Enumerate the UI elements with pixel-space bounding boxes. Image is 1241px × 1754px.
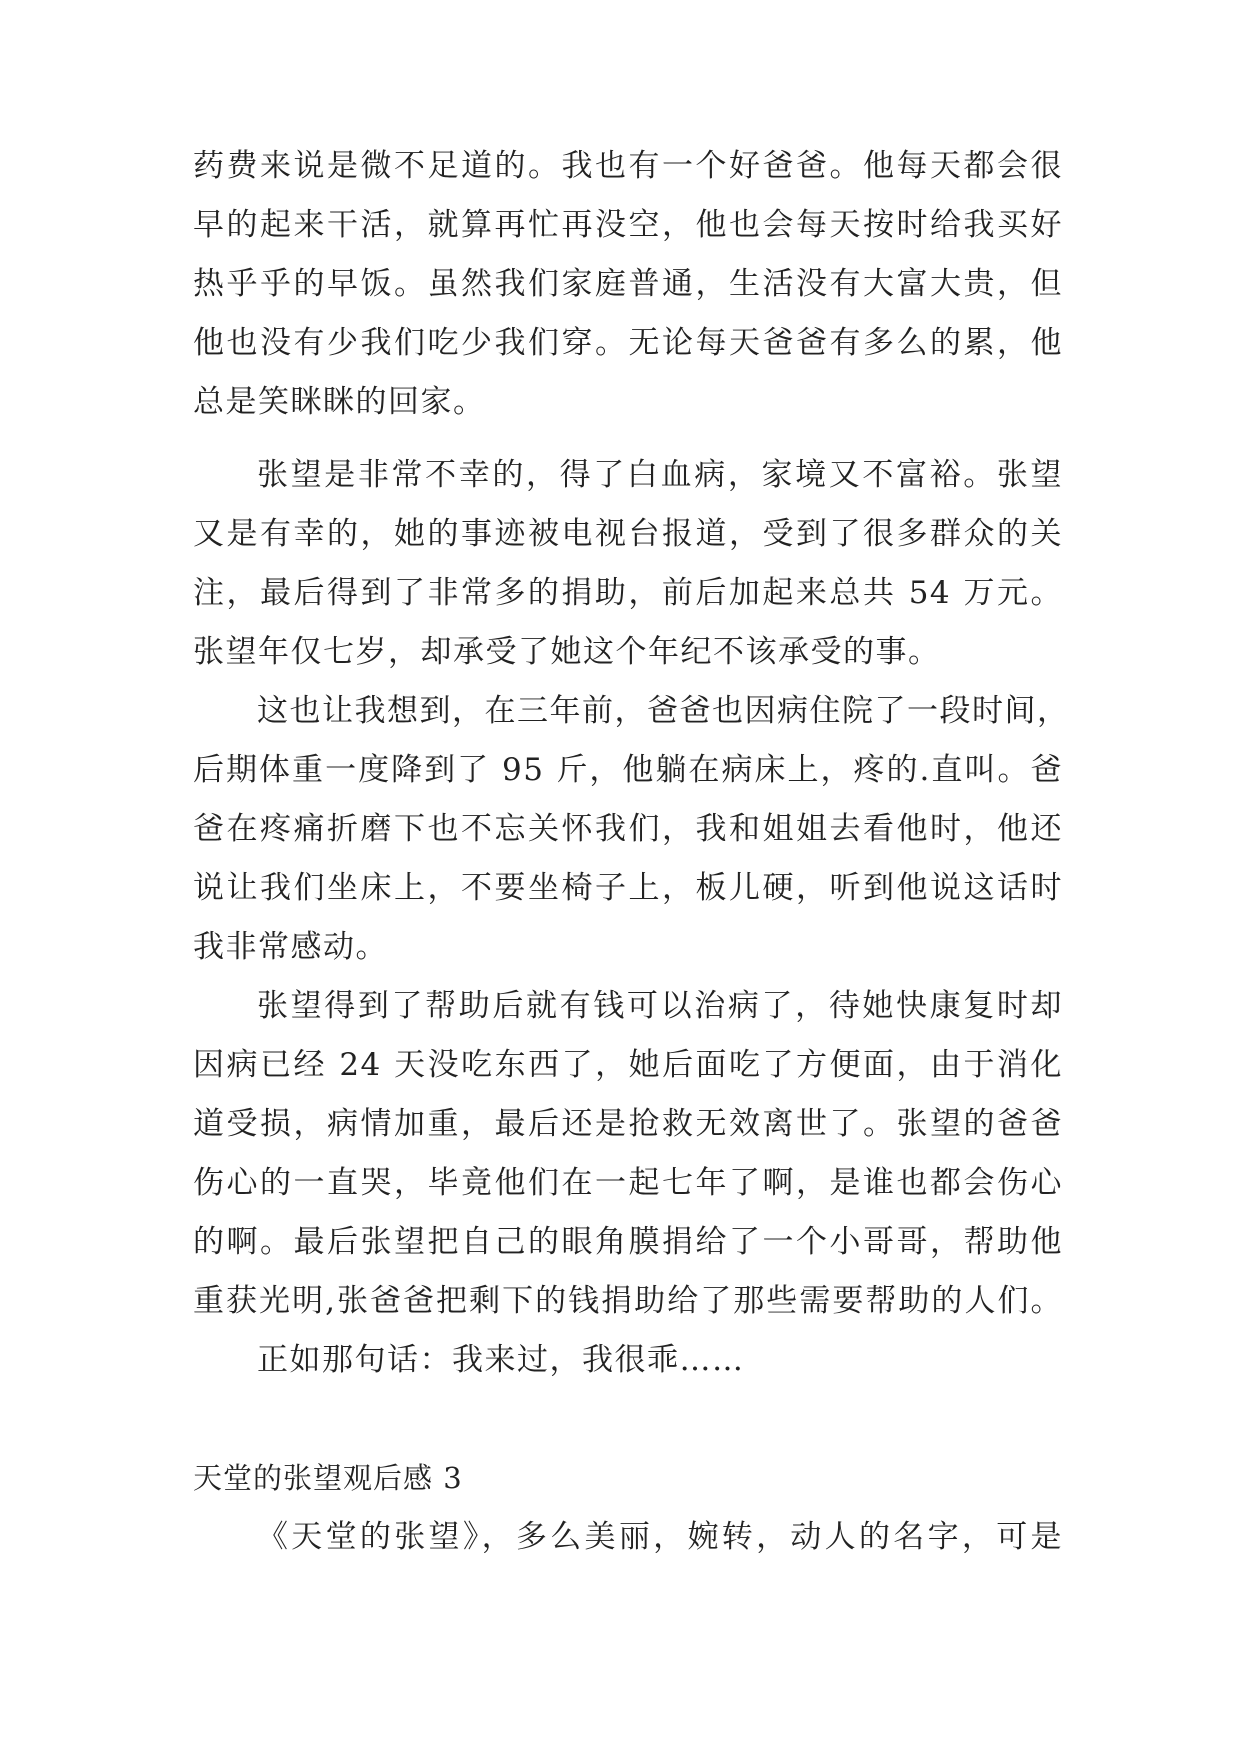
- text-line: 药费来说是微不足道的。我也有一个好爸爸。他每天都会很: [193, 148, 1063, 184]
- text-line: 重获光明,张爸爸把剩下的钱捐助给了那些需要帮助的人们。: [193, 1283, 1063, 1319]
- text-line: 因病已经 24 天没吃东西了，她后面吃了方便面，由于消化: [193, 1047, 1063, 1083]
- text-line: 我非常感动。: [193, 929, 388, 965]
- text-line: 道受损，病情加重，最后还是抢救无效离世了。张望的爸爸: [193, 1106, 1063, 1142]
- text-line: 张望得到了帮助后就有钱可以治病了，待她快康复时却: [257, 988, 1063, 1024]
- text-line: 张望年仅七岁，却承受了她这个年纪不该承受的事。: [193, 634, 941, 670]
- text-line: 总是笑眯眯的回家。: [193, 384, 486, 420]
- text-line: 后期体重一度降到了 95 斤，他躺在病床上，疼的.直叫。爸: [193, 752, 1063, 788]
- text-line: 这也让我想到，在三年前，爸爸也因病住院了一段时间，: [257, 693, 1070, 729]
- text-line: 的啊。最后张望把自己的眼角膜捐给了一个小哥哥，帮助他: [193, 1224, 1063, 1260]
- text-line: 伤心的一直哭，毕竟他们在一起七年了啊，是谁也都会伤心: [193, 1165, 1063, 1201]
- text-line: 注，最后得到了非常多的捐助，前后加起来总共 54 万元。: [193, 575, 1063, 611]
- section-heading: 天堂的张望观后感 3: [193, 1461, 463, 1495]
- text-line: 他也没有少我们吃少我们穿。无论每天爸爸有多么的累，他: [193, 325, 1063, 361]
- text-line: 热乎乎的早饭。虽然我们家庭普通，生活没有大富大贵，但: [193, 266, 1063, 302]
- text-line: 又是有幸的，她的事迹被电视台报道，受到了很多群众的关: [193, 516, 1063, 552]
- text-line: 正如那句话：我来过，我很乖……: [257, 1342, 745, 1378]
- text-line: 早的起来干活，就算再忙再没空，他也会每天按时给我买好: [193, 207, 1063, 243]
- text-line: 爸在疼痛折磨下也不忘关怀我们，我和姐姐去看他时，他还: [193, 811, 1063, 847]
- text-line: 张望是非常不幸的，得了白血病，家境又不富裕。张望: [257, 457, 1063, 493]
- text-line: 说让我们坐床上，不要坐椅子上，板儿硬，听到他说这话时: [193, 870, 1063, 906]
- text-line: 《天堂的张望》，多么美丽，婉转，动人的名字，可是: [257, 1519, 1063, 1555]
